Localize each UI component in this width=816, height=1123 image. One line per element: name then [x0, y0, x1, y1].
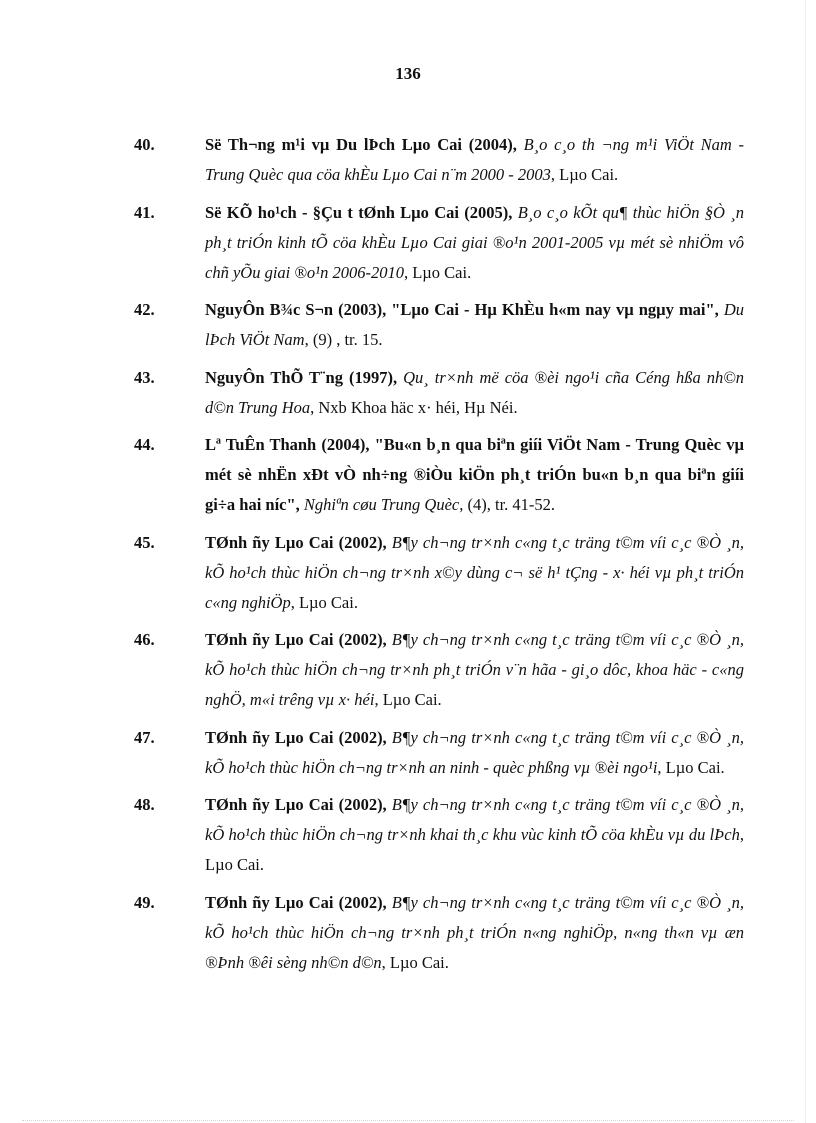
reference-title: B¸o c¸o kÕt qu¶ thùc hiÖn §Ò ¸n ph¸t triÓn kinh tÕ cöa khÈu Lµo Cai giai ®o¹n 2001-2005 vµ mét sè nhiÖm vô chñ yÕu giai ®o¹n 2006-2010	[205, 202, 744, 282]
reference-number: 47.	[134, 727, 155, 747]
reference-title: Nghiªn cøu Trung Quèc	[303, 495, 460, 514]
reference-item	[134, 295, 744, 355]
reference-author: TØnh ñy Lµo Cai (2002),	[205, 532, 387, 552]
page-number: 136	[395, 64, 421, 83]
reference-title: Qu¸ tr×nh më cöa ®èi ngo¹i cña Céng hßa nh©n d©n Trung Hoa	[205, 367, 744, 417]
reference-title: Du lÞch ViÖt Nam	[205, 300, 745, 349]
reference-number: 42.	[134, 300, 155, 319]
reference-author: TØnh ñy Lµo Cai (2002),	[205, 630, 387, 649]
reference-tail: , Lµo Cai.	[550, 165, 619, 184]
reference-number: 48.	[134, 795, 155, 814]
reference-number: 46.	[134, 630, 155, 649]
reference-tail: , Lµo Cai.	[374, 690, 442, 709]
reference-author: TØnh ñy Lµo Cai (2002),	[205, 727, 387, 747]
reference-tail: , Lµo Cai.	[381, 952, 449, 972]
reference-title: B¸o c¸o th ¬ng m¹i ViÖt Nam - Trung Quèc qua cöa khÈu Lµo Cai n¨m 2000 - 2003	[205, 135, 744, 184]
reference-tail: , Lµo Cai.	[205, 825, 744, 874]
reference-number: 43.	[134, 367, 155, 387]
reference-item	[134, 130, 744, 190]
reference-item	[134, 723, 744, 783]
page-edge-divider	[805, 0, 806, 1123]
reference-author: TØnh ñy Lµo Cai (2002),	[205, 795, 387, 814]
reference-item	[134, 363, 744, 423]
reference-author: Së Th¬ng m¹i vµ Du lÞch Lµo Cai (2004),	[205, 135, 517, 154]
reference-tail: , Lµo Cai.	[290, 592, 358, 612]
reference-author: NguyÔn B¾c S¬n (2003), "Lµo Cai - Hµ KhÈu h«m nay vµ ngµy mai",	[205, 300, 719, 319]
reference-tail: , Nxb Khoa häc x· héi, Hµ Néi.	[310, 397, 518, 417]
reference-item	[134, 198, 744, 288]
reference-number: 49.	[134, 892, 155, 912]
reference-item	[134, 430, 744, 520]
reference-tail: , (9) , tr. 15.	[304, 330, 383, 349]
reference-title: B¶y ch¬ng tr×nh c«ng t¸c träng t©m víi c¸c ®Ò ¸n, kÕ ho¹ch thùc hiÖn ch¬ng tr×nh khai th¸c khu vùc kinh tÕ cöa khÈu vµ du lÞch	[205, 795, 744, 844]
reference-author: NguyÔn ThÕ T¨ng (1997),	[205, 367, 398, 387]
reference-author: Së KÕ ho¹ch - §Çu t tØnh Lµo Cai (2005),	[205, 202, 513, 222]
reference-title: B¶y ch¬ng tr×nh c«ng t¸c träng t©m víi c¸c ®Ò ¸n, kÕ ho¹ch thùc hiÖn ch¬ng tr×nh ph¸t triÓn n«ng nghiÖp, n«ng th«n vµ æn ®Þnh ®êi sèng nh©n d©n	[205, 892, 744, 972]
reference-list	[134, 130, 744, 985]
reference-number: 40.	[134, 135, 155, 154]
reference-number: 45.	[134, 532, 155, 552]
reference-author: Lª TuÊn Thanh (2004), "Bu«n b¸n qua biªn giíi ViÖt Nam - Trung Quèc vµ mét sè nhËn xÐt vÒ nh÷ng ®iÒu kiÖn ph¸t triÓn bu«n b¸n qua biªn giíi gi÷a hai níc",	[205, 435, 744, 514]
reference-number: 41.	[134, 202, 155, 222]
reference-item	[134, 528, 744, 618]
reference-tail: , (4), tr. 41-52.	[459, 495, 556, 514]
reference-title: B¶y ch¬ng tr×nh c«ng t¸c träng t©m víi c¸c ®Ò ¸n, kÕ ho¹ch thùc hiÖn ch¬ng tr×nh ph¸t triÓn v¨n hãa - gi¸o dôc, khoa häc - c«ng nghÖ, m«i trêng vµ x· héi	[205, 630, 744, 709]
reference-title: B¶y ch¬ng tr×nh c«ng t¸c träng t©m víi c¸c ®Ò ¸n, kÕ ho¹ch thùc hiÖn ch¬ng tr×nh x©y dùng c¬ së h¹ tÇng - x· héi vµ ph¸t triÓn c«ng nghiÖp	[205, 532, 744, 612]
reference-item	[134, 888, 744, 978]
reference-title: B¶y ch¬ng tr×nh c«ng t¸c träng t©m víi c¸c ®Ò ¸n, kÕ ho¹ch thùc hiÖn ch¬ng tr×nh an ninh - quèc phßng vµ ®èi ngo¹i	[205, 727, 744, 777]
reference-item	[134, 625, 744, 715]
reference-author: TØnh ñy Lµo Cai (2002),	[205, 892, 387, 912]
reference-number: 44.	[134, 435, 155, 454]
reference-tail: , Lµo Cai.	[403, 262, 472, 282]
reference-tail: , Lµo Cai.	[657, 757, 725, 777]
reference-item	[134, 790, 744, 880]
page-bottom-divider	[22, 1120, 794, 1121]
